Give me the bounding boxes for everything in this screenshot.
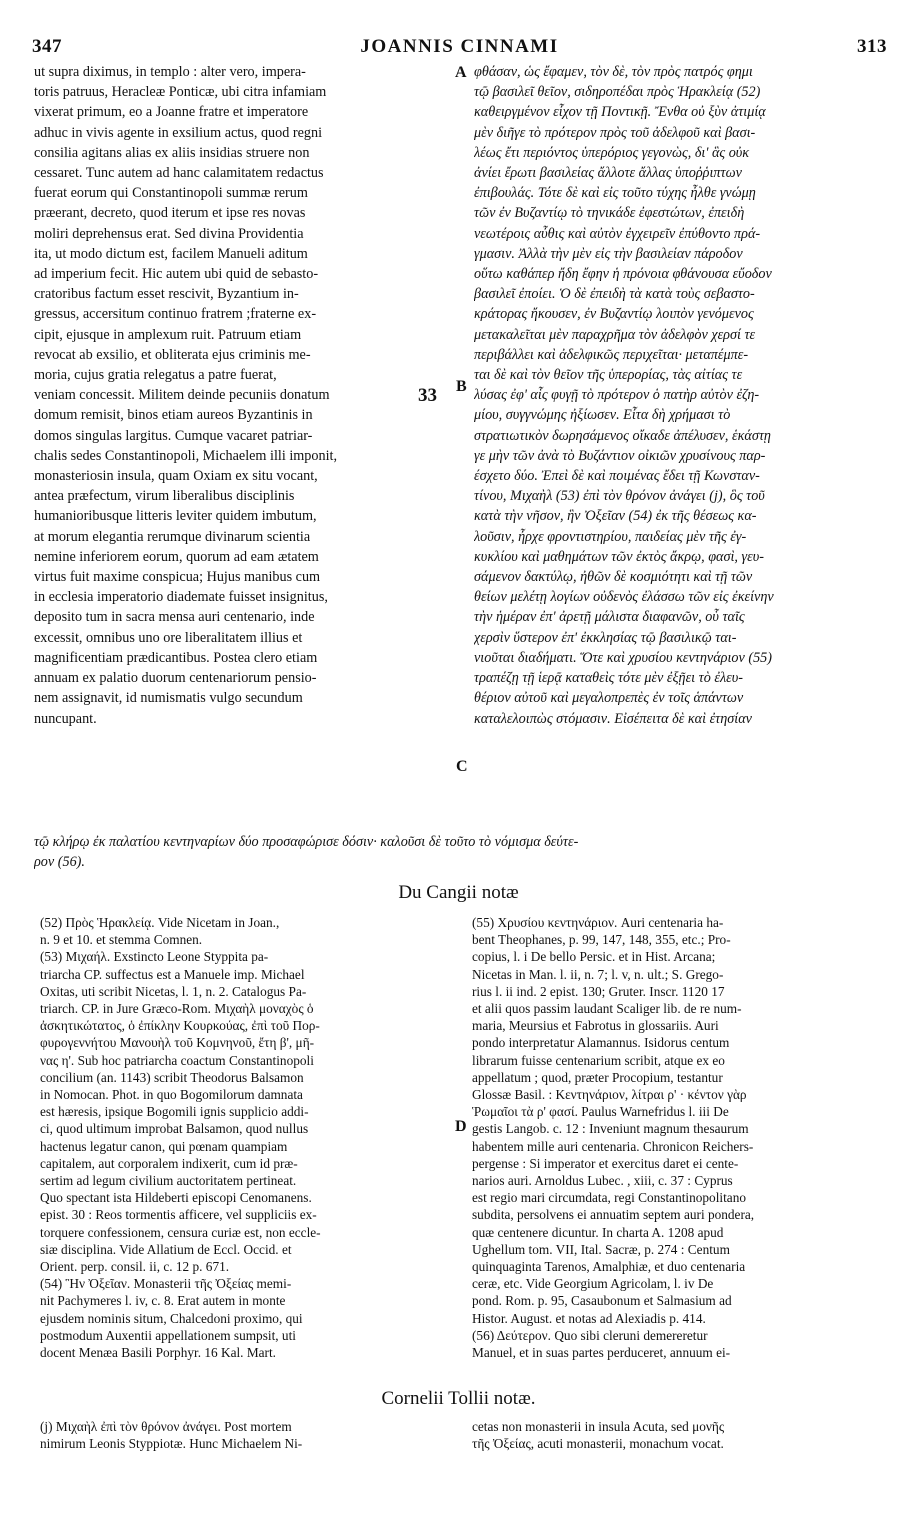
latin-text-line: adhuc in vivis agente in exsilium actus, quod regni <box>34 124 323 141</box>
column-number: 33 <box>418 385 437 406</box>
latin-text-line: revocat ab exsilio, et obliterata ejus criminis me- <box>34 346 311 363</box>
note-line: Nicetas in Man. l. ii, n. 7; l. v, n. ult.; S. Grego- <box>472 966 724 982</box>
note-line: rius l. ii ind. 2 epist. 130; Gruter. Inscr. 1120 17 <box>472 983 725 999</box>
latin-text-line: ut supra diximus, in templo : alter vero, impera- <box>34 64 306 80</box>
note-line: (j) Μιχαὴλ ἐπὶ τὸν θρόνον ἀνάγει. Post mortem <box>40 1419 292 1434</box>
greek-text-line: καταλελοιπὼς στόμασιν. Εἰσέπειτα δὲ καὶ ἐτησίαν <box>474 710 752 727</box>
greek-text-line: περιβάλλει καὶ ἀδελφικῶς περιχεῖται· μεταπέμπε- <box>474 346 749 363</box>
note-line: docent Menæa Basili Porphyr. 16 Kal. Mart. <box>40 1345 276 1361</box>
latin-text-line: domum remisit, binos etiam aureos Byzantinis in <box>34 407 313 424</box>
note-line: ceræ, etc. Vide Georgium Agricolam, l. iv De <box>472 1276 714 1292</box>
tollius-notes-left <box>40 1418 456 1452</box>
note-line: et alii quos passim laudant Scaliger lib. de re num- <box>472 1001 742 1017</box>
latin-text-line: toris patruus, Heracleæ Ponticæ, ubi citra infamiam <box>34 84 327 101</box>
latin-text-line: cessaret. Tunc autem ad hanc calamitatem redactus <box>34 165 324 182</box>
greek-text-line: καθειργμένον εἶχον τῇ Ποντικῇ. Ἔνθα οὐ ξὺν ἀτιμίᾳ <box>474 104 766 121</box>
note-line: hactenus legatur canon, qui pœnam quampiam <box>40 1138 288 1154</box>
note-line: (55) Χρυσίου κεντηνάριον. Auri centenaria ha- <box>472 915 724 930</box>
greek-text-line: σάμενον δακτύλῳ, ἠθῶν δὲ κοσμιότητι καὶ τῇ τῶν <box>474 569 753 586</box>
latin-text-line: ita, ut modo dictum est, facilem Manueli aditum <box>34 245 308 262</box>
note-line: habentem mille auri centenaria. Chronicon Reichers- <box>472 1138 754 1154</box>
note-line: ci, quod ultimum improbat Balsamon, quod nullus <box>40 1121 309 1137</box>
note-line: copius, l. i De bello Persic. et in Hist. Arcana; <box>472 949 716 965</box>
note-line: Orient. perp. consil. ii, c. 12 p. 671. <box>40 1259 230 1275</box>
latin-text-line: cipit, ejusque in amplexum ruit. Patruum etiam <box>34 326 302 343</box>
note-line: quinquaginta Tarenos, Amalphiæ, et duo centenaria <box>472 1259 746 1275</box>
greek-text-line: οὕτω καθάπερ ἤδη ἔφην ἡ πρόνοια φθάνουσα εὔοδον <box>474 266 772 283</box>
greek-text-line: λοῦσιν, ἦρχε φροντιστηρίου, παιδείας μὲν τῆς ἐγ- <box>474 528 747 545</box>
running-title: JOANNIS CINNAMI <box>360 36 559 57</box>
note-line: gestis Langob. c. 12 : Inveniunt magnum thesaurum <box>472 1121 749 1137</box>
note-line: pergense : Si imperator et exercitus daret ei cente- <box>472 1155 739 1171</box>
greek-text-line: έσχετο δύο. Ἐπεὶ δὲ καὶ ποιμένας ἔδει τῇ Κωνσταν- <box>474 468 760 485</box>
greek-text-continuation <box>34 832 884 872</box>
latin-text-line: magnificentiam prædicantibus. Postea clero etiam <box>34 649 318 666</box>
margin-letter-c: C <box>456 758 468 775</box>
latin-text-line: nuncupant. <box>34 710 97 727</box>
latin-text-line: vixerat primum, eo a Joanne fratre et imperatore <box>34 104 309 121</box>
greek-text-line: στρατιωτικὸν δωρησάμενος οἴκαδε ἀπέλυσεν, ἑκάστῃ <box>474 427 771 444</box>
running-head <box>32 36 887 58</box>
latin-text-line: moria, cujus gratia relegatus a patre fuerat, <box>34 367 277 384</box>
latin-text-line: cratoribus factum esset rescivit, Byzantium in- <box>34 286 299 303</box>
greek-text-line: μετακαλεῖται μὲν παραχρῆμα τὸν ἀδελφὸν χερσί τε <box>474 326 756 343</box>
margin-letter-a: A <box>455 64 467 81</box>
greek-text-line: νιοῦται διαδήματι. Ὅτε καὶ χρυσίου κεντηνάριον (55) <box>474 649 772 666</box>
latin-text-line: in ecclesia imperatorio diademate fuisset insignitus, <box>34 589 328 606</box>
note-line: Quo spectant ista Hildeberti episcopi Cenomanens. <box>40 1190 312 1206</box>
note-line: epist. 30 : Reos tormentis afficere, vel suppliciis ex- <box>40 1207 317 1223</box>
greek-text-line: φθάσαν, ὡς ἔφαμεν, τὸν δὲ, τὸν πρὸς πατρός φημι <box>474 64 753 80</box>
greek-text-line: ἐπιβουλάς. Τότε δὲ καὶ εἰς τοῦτο τύχης ἦλθε γνώμῃ <box>474 185 756 202</box>
page-number-left: 347 <box>32 36 62 57</box>
greek-text-line: λέως ἔτι περιόντος ὑπερόριος γεγονὼς, δι' ἃς οὐκ <box>474 144 750 161</box>
note-line: (53) Μιχαήλ. Exstincto Leone Styppita pa- <box>40 949 269 965</box>
note-line: Manuel, et in suas partes perduceret, annuum ei- <box>472 1345 731 1361</box>
note-line: nit Pachymeres l. iv, c. 8. Erat autem in monte <box>40 1293 286 1309</box>
latin-text-line: chalis sedes Constantinopoli, Michaelem illi imponit, <box>34 447 338 464</box>
greek-text-line: γμασιν. Ἀλλὰ τὴν μὲν εἰς τὴν βασιλείαν πάροδον <box>474 245 743 262</box>
greek-text-line: τὴν ἡμέραν ἐπ' ἀρετῇ μάλιστα διαφανῶν, οὗ ταῖς <box>474 609 745 626</box>
note-line: in Nomocan. Phot. in quo Bogomilorum damnata <box>40 1087 303 1103</box>
latin-text-line: at morum elegantia rerumque divinarum scientia <box>34 528 311 545</box>
note-line: Ῥωμαῖοι τὰ ρ' φασί. Paulus Warnefridus l. iii De <box>472 1104 729 1120</box>
note-line: maria, Meursius et Fabrotus in glossariis. Auri <box>472 1018 719 1034</box>
latin-text-column <box>34 62 448 729</box>
note-line: Glossæ Basil. : Κεντηνάριον, λίτραι ρ' · κέντον γὰρ <box>472 1087 747 1103</box>
greek-text-line: τῷ βασιλεῖ θεῖον, σιδηροπέδαι πρὸς Ἡρακλείᾳ (52) <box>474 84 761 101</box>
note-line: sertim ad legum civilium auctoritatem pertineat. <box>40 1173 297 1189</box>
latin-text-line: gressus, accersitum continuo fratrem ;fraterne ex- <box>34 306 317 323</box>
note-line: n. 9 et 10. et stemma Comnen. <box>40 932 203 948</box>
note-line: Histor. August. et notas ad Alexiadis p. 414. <box>472 1310 706 1326</box>
note-line: (52) Πρὸς Ἡρακλείᾳ. Vide Nicetam in Joan., <box>40 915 280 930</box>
latin-text-line: annuam ex palatio duorum centenariorum pensio- <box>34 670 317 687</box>
greek-text-line: λύσας ἐφ' αἷς φυγῇ τὸ πρότερον ὁ πατὴρ αὐτὸν ἐζη- <box>474 387 760 404</box>
tollius-notes-right <box>472 1418 884 1452</box>
latin-text-line: domos singulas largitus. Cumque vacaret patriar- <box>34 427 313 444</box>
greek-text-line: βασιλεῖ ἐποίει. Ὁ δὲ ἐπειδὴ τὰ κατὰ τοὺς σεβαστο- <box>474 286 755 303</box>
note-line: ejusdem nominis situm, Chalcedoni proximo, qui <box>40 1310 303 1326</box>
latin-text-line: fuerat eorum qui Constantinopoli summæ rerum <box>34 185 308 202</box>
latin-text-line: nem assignavit, id numismatis vulgo secundum <box>34 690 303 707</box>
note-line: est regio mari circumdata, regi Constantinopolitano <box>472 1190 746 1206</box>
note-line: capitalem, aut corporalem indixerit, cum id præ- <box>40 1155 298 1171</box>
latin-text-line: ad imperium fecit. Hic autem ubi quid de sebasto- <box>34 266 319 283</box>
greek-text-line: τίνου, Μιχαὴλ (53) ἐπὶ τὸν θρόνον ἀνάγει (j), ὃς τοῦ <box>474 488 765 505</box>
greek-text-line: χερσὶν ὕστερον ἐπ' ἐκκλησίας τῷ βασιλικῷ ται- <box>474 629 737 646</box>
note-line: subdita, persolvens ei annuatim septem auri pondera, <box>472 1207 755 1223</box>
note-line: siæ disciplina. Vide Allatium de Eccl. Occid. et <box>40 1241 292 1257</box>
note-line: est hæresis, ipsique Bogomili ignis supplicio addi- <box>40 1104 309 1120</box>
margin-letter-b: B <box>456 378 467 395</box>
latin-text-line: deposito tum in sacra mensa auri centenario, inde <box>34 609 315 626</box>
note-line: appellatum ; quod, præter Procopium, testantur <box>472 1069 723 1085</box>
note-line: narios auri. Arnoldus Lubec. , xiii, c. 37 : Cyprus <box>472 1173 733 1189</box>
greek-text-line: τῷ κλήρῳ ἐκ παλατίου κεντηναρίων δύο προσαφώρισε δόσιν· καλοῦσι δὲ τοῦτο τὸ νόμισμα δεύτε- <box>34 834 579 850</box>
du-cange-notes-left <box>40 914 456 1361</box>
greek-text-line: θέριον αὐτοῦ καὶ μεγαλοπρεπὲς ἐν τοῖς ἁπάντων <box>474 690 744 707</box>
greek-text-line: κυκλίου καὶ μαθημάτων τῶν ἐκτὸς ἄκρῳ, φασὶ, γευ- <box>474 548 764 565</box>
greek-text-line: ται δὲ καὶ τὸν θεῖον τῆς ὑπερορίας, τὰς αἰτίας τε <box>474 367 743 384</box>
greek-text-line: κράτορας ἤκουσεν, ἐν Βυζαντίῳ λοιπὸν γενόμενος <box>474 306 754 323</box>
note-line: concilium (an. 1143) scribit Theodorus Balsamon <box>40 1069 304 1085</box>
note-line: νας η'. Sub hoc patriarcha coactum Constantinopoli <box>40 1052 314 1068</box>
latin-text-line: moliri deprehensus erat. Sed divina Providentia <box>34 225 304 242</box>
note-line: nimirum Leonis Styppiotæ. Hunc Michaelem Ni- <box>40 1436 303 1452</box>
note-line: quæ centenere dicuntur. In charta A. 1208 apud <box>472 1224 724 1240</box>
note-line: τῆς Ὀξείας, acuti monasterii, monachum vocat. <box>472 1436 724 1452</box>
greek-text-line: ρον (56). <box>34 854 85 871</box>
note-line: pondo interpretatur Alamannus. Isidorus centum <box>472 1035 730 1051</box>
greek-text-line: τῶν ἐν Βυζαντίῳ τὸ τηνικάδε ἐφεστώτων, ἐπειδὴ <box>474 205 745 222</box>
greek-text-line: κατὰ τὴν νῆσον, ἣν Ὀξεῖαν (54) ἐκ τῆς θέσεως κα- <box>474 508 757 525</box>
latin-text-line: præerant, decreto, quod iterum et ipse res novas <box>34 205 306 222</box>
note-line: Ughellum tom. VII, Ital. Sacræ, p. 274 : Centum <box>472 1241 730 1257</box>
latin-text-line: humanioribusque litteris leviter quidem imbutum, <box>34 508 317 525</box>
note-line: triarch. CP. in Jure Græco-Rom. Μιχαὴλ μοναχὸς ὁ <box>40 1001 314 1017</box>
latin-text-line: excessit, omnibus uno ore liberalitatem illius et <box>34 629 303 646</box>
latin-text-line: monasteriosin insula, quam Oxiam ex situ vocant, <box>34 468 318 485</box>
greek-text-line: μὲν διῆγε τὸ πρότερον πρὸς τοῦ ἀδελφοῦ καὶ βασι- <box>474 124 756 141</box>
latin-text-line: antea præfectum, virum liberalibus disciplinis <box>34 488 295 505</box>
latin-text-line: veniam concessit. Militem deinde pecuniis donatum <box>34 387 330 404</box>
note-line: librarum fuisse centenarium scribit, atque ex eo <box>472 1052 725 1068</box>
note-line: Oxitas, uti scribit Nicetas, l. 1, n. 2. Catalogus Pa- <box>40 983 307 999</box>
note-line: (56) Δεύτερον. Quo sibi cleruni demereretur <box>472 1327 708 1343</box>
greek-text-line: θείων μελέτῃ λογίων οὐδενὸς ἐλάσσω τῶν εἰς ἐκείνην <box>474 589 774 606</box>
greek-text-line: ἀνίει ἔρωτι βασιλείας ἄλλοτε ἄλλας ὑποῤῥιπτων <box>474 165 742 182</box>
greek-text-column <box>474 62 884 729</box>
note-line: postmodum Auxentii appellationem sumpsit, uti <box>40 1327 296 1343</box>
latin-text-line: nemine inferiorem eorum, quorum ad eam ætatem <box>34 548 319 565</box>
greek-text-line: τραπέζῃ τῇ ἱερᾷ καταθεὶς τότε μὲν ἐξῇει τὸ ἐλευ- <box>474 670 743 687</box>
note-line: torquere confessionem, censura curiæ est, non eccle- <box>40 1224 321 1240</box>
page-number-right: 313 <box>857 36 887 57</box>
section-heading-tollius: Cornelii Tollii notæ. <box>381 1388 536 1409</box>
note-line: cetas non monasterii in insula Acuta, sed μονῆς <box>472 1419 725 1434</box>
note-line: ἀσκητικώτατος, ὁ ἐπίκλην Κουρκούας, ἐπὶ τοῦ Πορ- <box>40 1018 320 1034</box>
note-line: triarcha CP. suffectus est a Manuele imp. Michael <box>40 966 305 982</box>
latin-text-line: consilia agitans alias ex aliis insidias struere non <box>34 144 310 161</box>
du-cange-notes-right <box>472 914 884 1361</box>
greek-text-line: νεωτέροις αὖθις καὶ αὐτὸν ἐγχειρεῖν ἐπύθοντο πρά- <box>474 225 761 242</box>
latin-text-line: virtus fuit maxime conspicua; Hujus manibus cum <box>34 569 321 586</box>
greek-text-line: μίου, συγγνώμης ἠξίωσεν. Εἶτα δὴ χρήμασι τὸ <box>474 407 731 424</box>
note-line: φυρογεννήτου Μανουὴλ τοῦ Κομνηνοῦ, ἔτη β', μῆ- <box>40 1035 315 1051</box>
section-heading-du-cange: Du Cangii notæ <box>398 882 519 903</box>
note-line: (54) Ἣν Ὀξεῖαν. Monasterii τῆς Ὀξείας memi- <box>40 1276 292 1292</box>
note-line: bent Theophanes, p. 99, 147, 148, 355, etc.; Pro- <box>472 932 731 948</box>
margin-letter-d: D <box>455 1118 467 1135</box>
greek-text-line: γε μὴν τῶν ἀνὰ τὸ Βυζάντιον οἰκιῶν χρυσίνους παρ- <box>474 447 766 464</box>
note-line: pond. Rom. p. 95, Casaubonum et Salmasium ad <box>472 1293 732 1309</box>
